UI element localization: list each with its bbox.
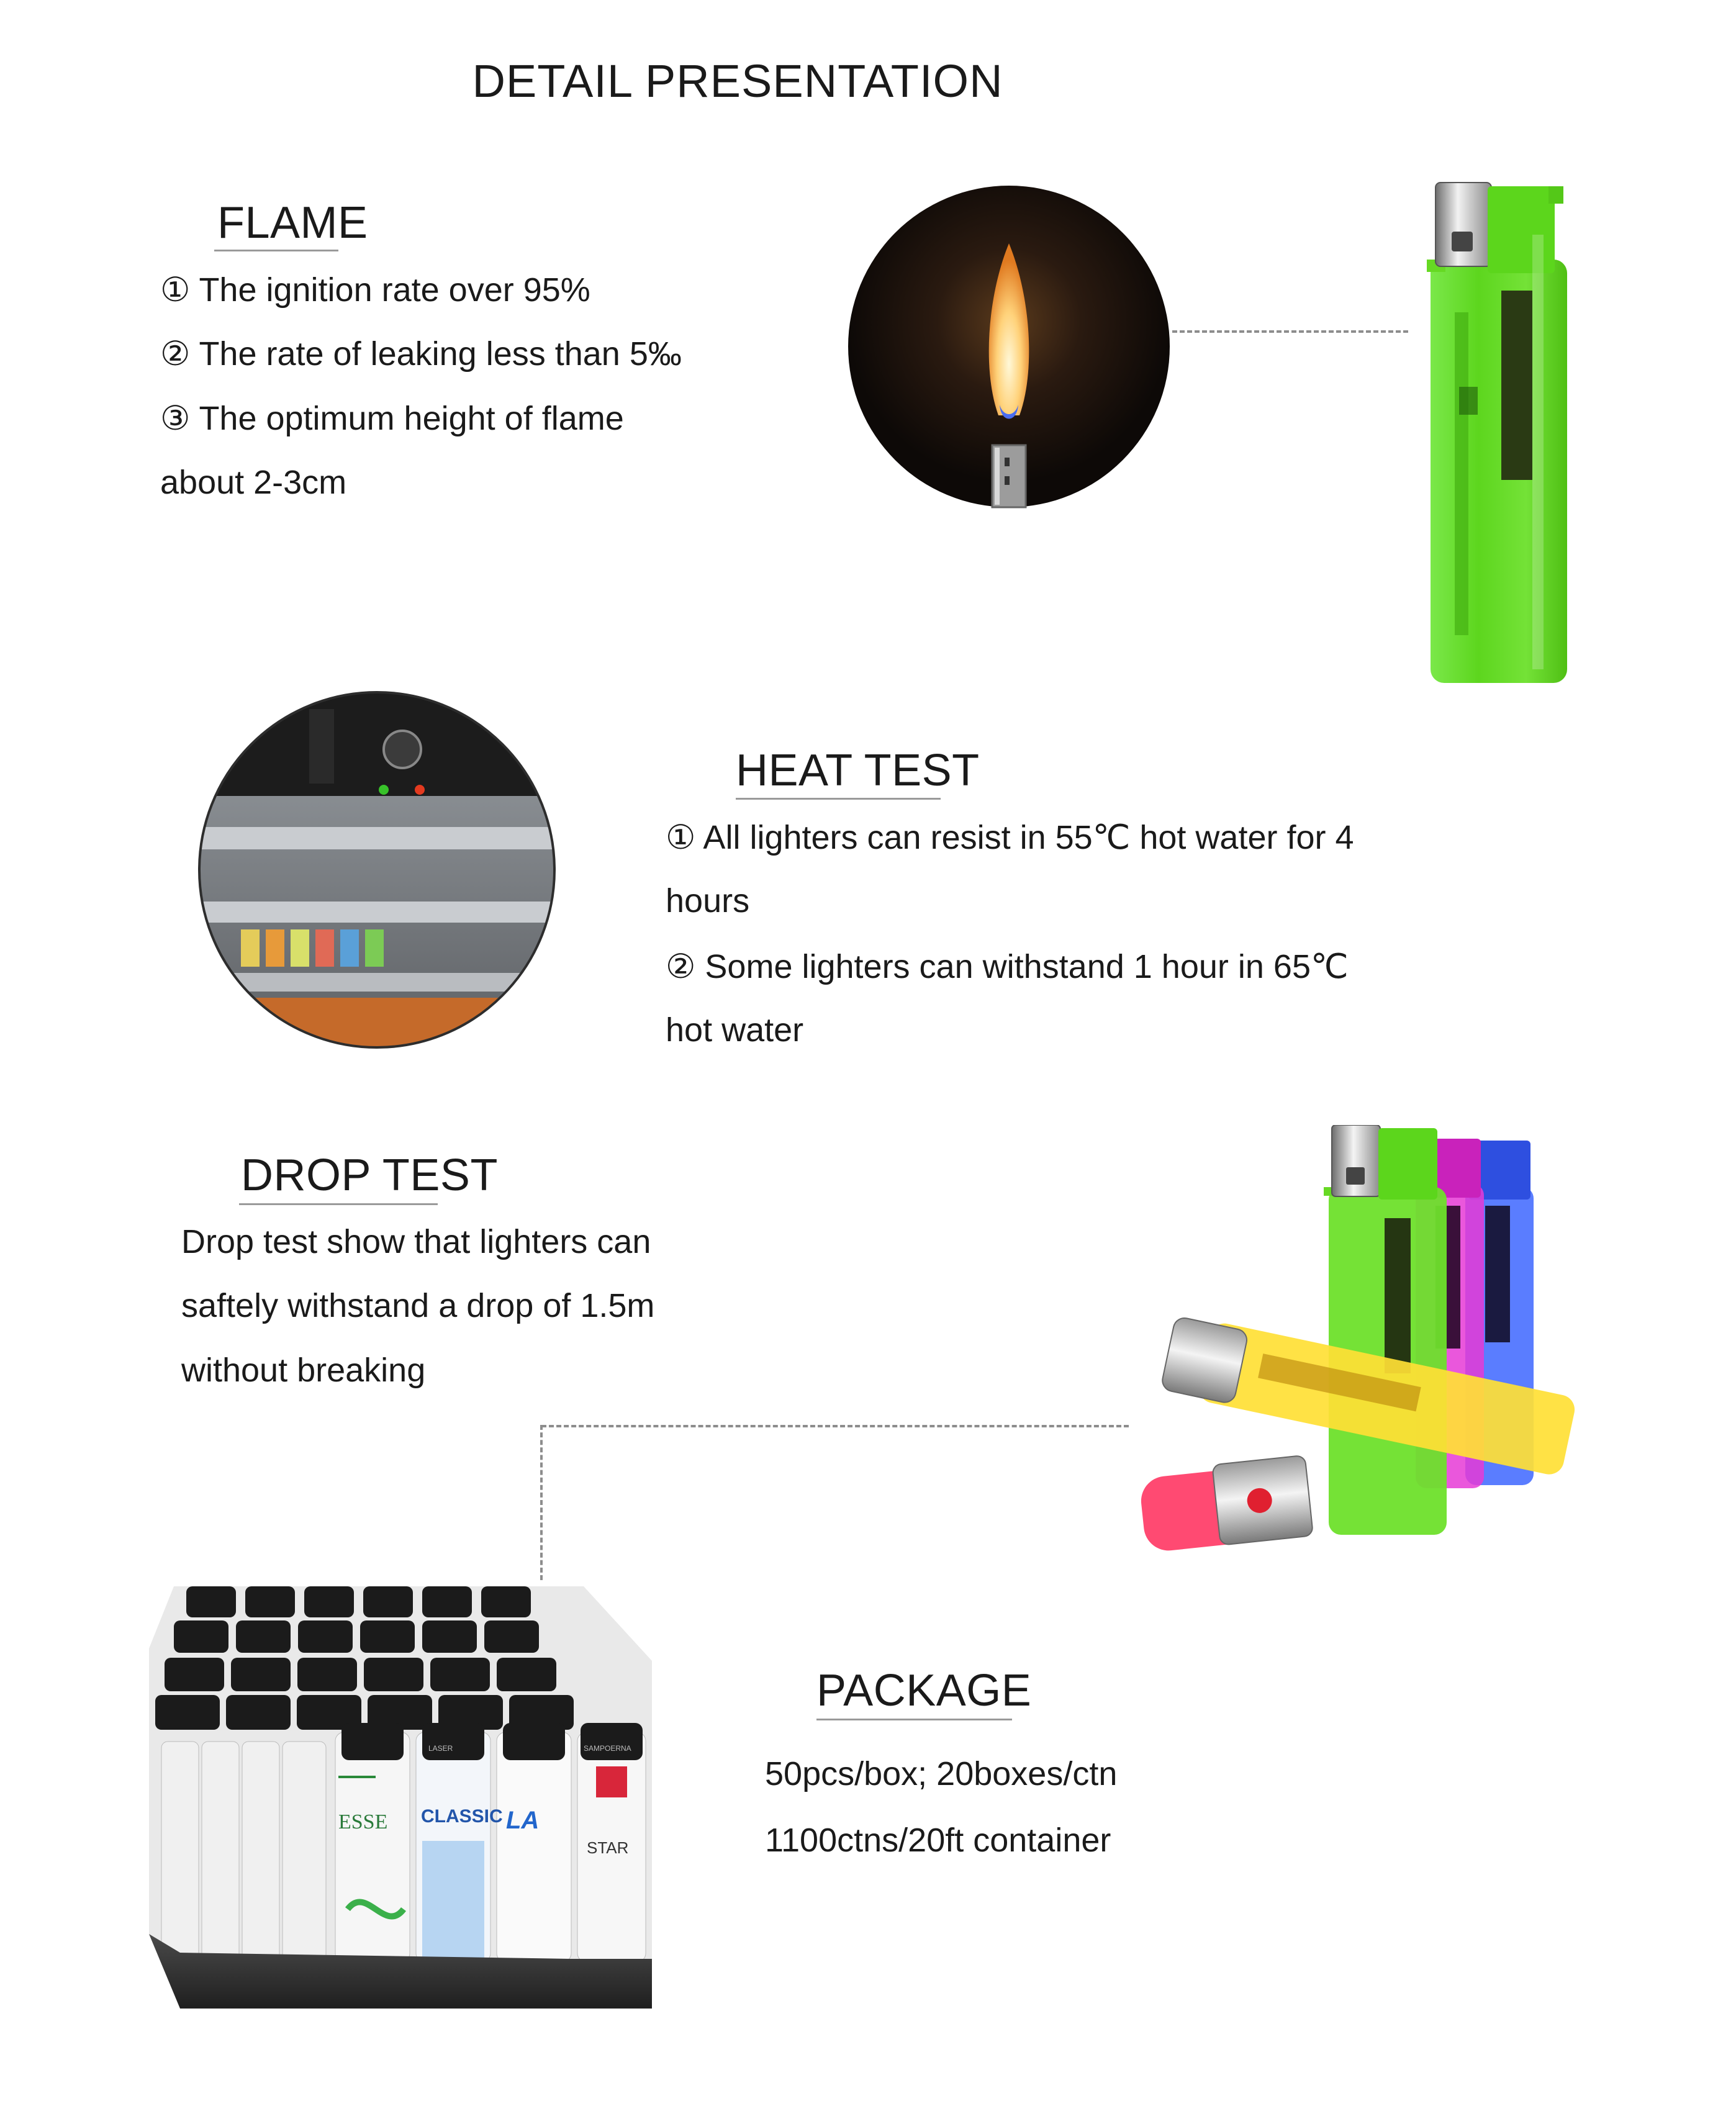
box-brand-la: LA [506,1807,540,1834]
package-line-1: 50pcs/box; 20boxes/ctn [765,1755,1118,1792]
page-title: DETAIL PRESENTATION [472,55,1003,107]
package-heading: PACKAGE [816,1666,1032,1715]
drop-test-heading-underline [239,1203,438,1205]
drop-test-line-1: Drop test show that lighters can [181,1223,651,1260]
colored-lighters-image [1105,1125,1602,1572]
drop-test-line-3: without breaking [181,1352,426,1389]
drop-connector-line [541,1425,1129,1427]
flame-line-3: ③ The optimum height of flame [160,400,624,437]
flame-line-2: ② The rate of leaking less than 5‰ [160,335,682,373]
package-line-2: 1100ctns/20ft container [765,1822,1111,1859]
package-heading-underline [816,1719,1012,1720]
green-lighter-image [1427,179,1576,688]
heat-test-line-1: ① All lighters can resist in 55℃ hot water for 4 [666,819,1354,856]
flame-heading: FLAME [217,198,368,248]
heat-test-photo [197,690,556,1049]
flame-connector-line [1172,330,1408,333]
box-brand-esse: ESSE [338,1810,388,1833]
box-brand-sampoerna: SAMPOERNA [584,1744,631,1753]
heat-test-heading: HEAT TEST [736,746,980,795]
drop-test-line-2: saftely withstand a drop of 1.5m [181,1287,655,1324]
heat-test-line-4: hot water [666,1011,804,1049]
flame-heading-underline [214,250,338,251]
flame-line-4: about 2-3cm [160,464,347,501]
lighter-box-image [93,1561,689,2033]
box-brand-laser: LASER [428,1744,453,1753]
flame-line-1: ① The ignition rate over 95% [160,271,590,309]
heat-test-heading-underline [736,798,941,800]
box-brand-classic: CLASSIC [421,1806,503,1827]
flame-photo [847,184,1171,508]
heat-test-line-2: hours [666,882,750,920]
drop-connector-line-vertical [540,1425,543,1580]
box-brand-star: STAR [587,1838,629,1857]
heat-test-line-3: ② Some lighters can withstand 1 hour in 65℃ [666,948,1349,985]
drop-test-heading: DROP TEST [241,1150,498,1200]
